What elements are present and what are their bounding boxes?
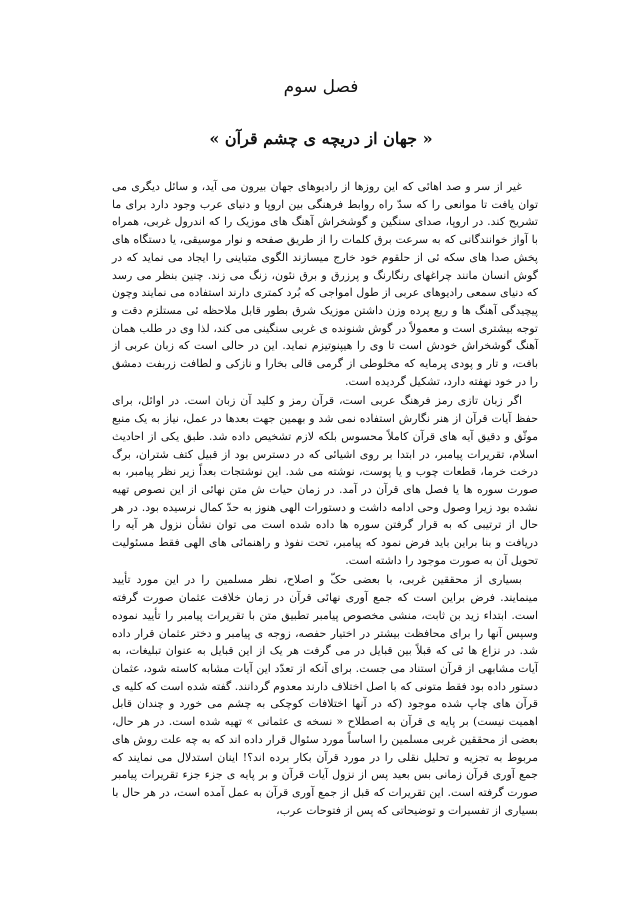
paragraph: اگر زبان تازی رمز فرهنگ عربی است، قرآن رمز و کلید آن زبان است. در اوائل، برای حفظ آیات قرآن از هنر نگارش استفاده نمی شد و بهمین جهت بعدها در عمل، نیاز به یک منبع موثّق و دقیق آیه های قرآن کاملاً محسوس بلکه لازم تشخیص داده شد. طبق یکی از احادیث اسلام، تقریرات پیامبر، در ابتدا بر روی اشیائی که در دسترس بود از قبیل کتف شتران، برگ درخت خرما، قطعات چوب و یا پوست، نوشته می شد. این نوشتجات بعداً زیر نظر پیامبر، به صورت سوره ها یا فصل های قرآن در آمد. در زمان حیات ش متن نهائی از این نصوص تهیه نشده بود زیرا وصول وحی ادامه داشت و دستورات الهی هنوز به حدّ کمال نرسیده بود. در هر حال از ترتیبی که به قرار گرفتن سوره ها داده شده است می توان نشأن نزول هر آیه را دریافت و بنا براین باید فرض نمود که پیامبر، تحت نفوذ و راهنمائی های الهی فقط مسئولیت تحویل آن به صورت موجود را داشته است. (112, 394, 538, 567)
body-text (112, 178, 538, 819)
section-title: « جهان از دریچه ی چشم قرآن » (209, 129, 433, 148)
paragraph: غیر از سر و صد اهائی که این روزها از رادیوهای جهان بیرون می آید، و سائل دیگری می توان یافت تا موانعی را که سدّ راه روابط فرهنگی بین اروپا و دنیای عرب وجود دارد برای ما تشریح کند. در اروپا، صدای سنگین و گوشخراش آهنگ های موزیک را که اندرول غربی، همراه با آواز خوانندگانی که به سرعت برق کلمات را از طریق صفحه و نوار موسیقی، یا دستگاه های پخش صدا های سکه ئی از حلقوم خود خارج میسازند الگوی متباینی را ایجاد می نماید که در گوش انسان مانند چراغهای رنگارنگ و پرزرق و برق نئون، زنگ می زند. چنین بنظر می رسد که دنیای سمعی رادیوهای عربی از طول امواجی که بُرد کمتری دارند استفاده می نمایند وچون پیچیدگی آهنگ ها و ریع پرده وزن داشتن موزیک شرق بطور قابل ملاحظه ئی مستلزم دقت و توجه بیشتری است و معمولاً در گوش شنونده ی غربی سنگینی می کند، لذا وی در طلب همان آهنگ گوشخراش خودش است تا وی را هیپنوتیزم نماید. این در حالی است که زبان عربی از بافت، و تار و پودی پرمایه که مخلوطی از گرمی قالی بخارا و نازکی و لطافت زربفت دمشق را در خود نهفته دارد، تشکیل گردیده است. (112, 180, 538, 388)
paragraph: بسیاری از محققین غربی، با بعضی حکّ و اصلاح، نظر مسلمین را در این مورد تأیید مینمایند. فرض براین است که جمع آوری نهائی قرآن در زمان خلافت عثمان صورت گرفته است. ابتداء زید بن ثابت، منشی مخصوص پیامبر تطبیق متن با تقریرات پیامبر را تأیید نموده وسپس آنها را برای محافظت بیشتر در اختیار حفصه، زوجه ی پیامبر و دختر عثمان قرار داده شد. در نزاع ها ئی که قبلاً بین قبایل در می گرفت هر یک از این قبایل به عنوان تبلیغات، به آیات مشابهی از قرآن استناد می جست. برای آنکه از تعدّد این آیات مشابه کاسته شود، عثمان دستور داده بود فقط متونی که با اصل اختلاف دارند معدوم گردانند. گفته شده است که کلیه ی قرآن های چاپ شده موجود (که در آنها اختلافات کوچکی به چشم می خورد و چندان قابل اهمیت نیست) بر پایه ی قرآن به اصطلاح « نسخه ی عثمانی » تهیه شده است. در هر حال، بعضی از محققین غربی مسلمین را اساساً مورد سئوال قرار داده اند که به چه علت روش های مربوط به تجزیه و تحلیل نقلی را در مورد قرآن بکار برده اند؟! اینان استدلال می نمایند که جمع آوری قرآن زمانی بس بعید پس از نزول آیات قرآن و بر پایه ی جزء جزء تقریرات پیامبر صورت گرفته است. این تقریرات که قبل از جمع آوری قرآن به عمل آمده است، در هر حال با بسیاری از تفسیرات و توضیحاتی که پس از فتوحات عرب، (112, 573, 538, 817)
chapter-title: فصل سوم (283, 77, 359, 97)
